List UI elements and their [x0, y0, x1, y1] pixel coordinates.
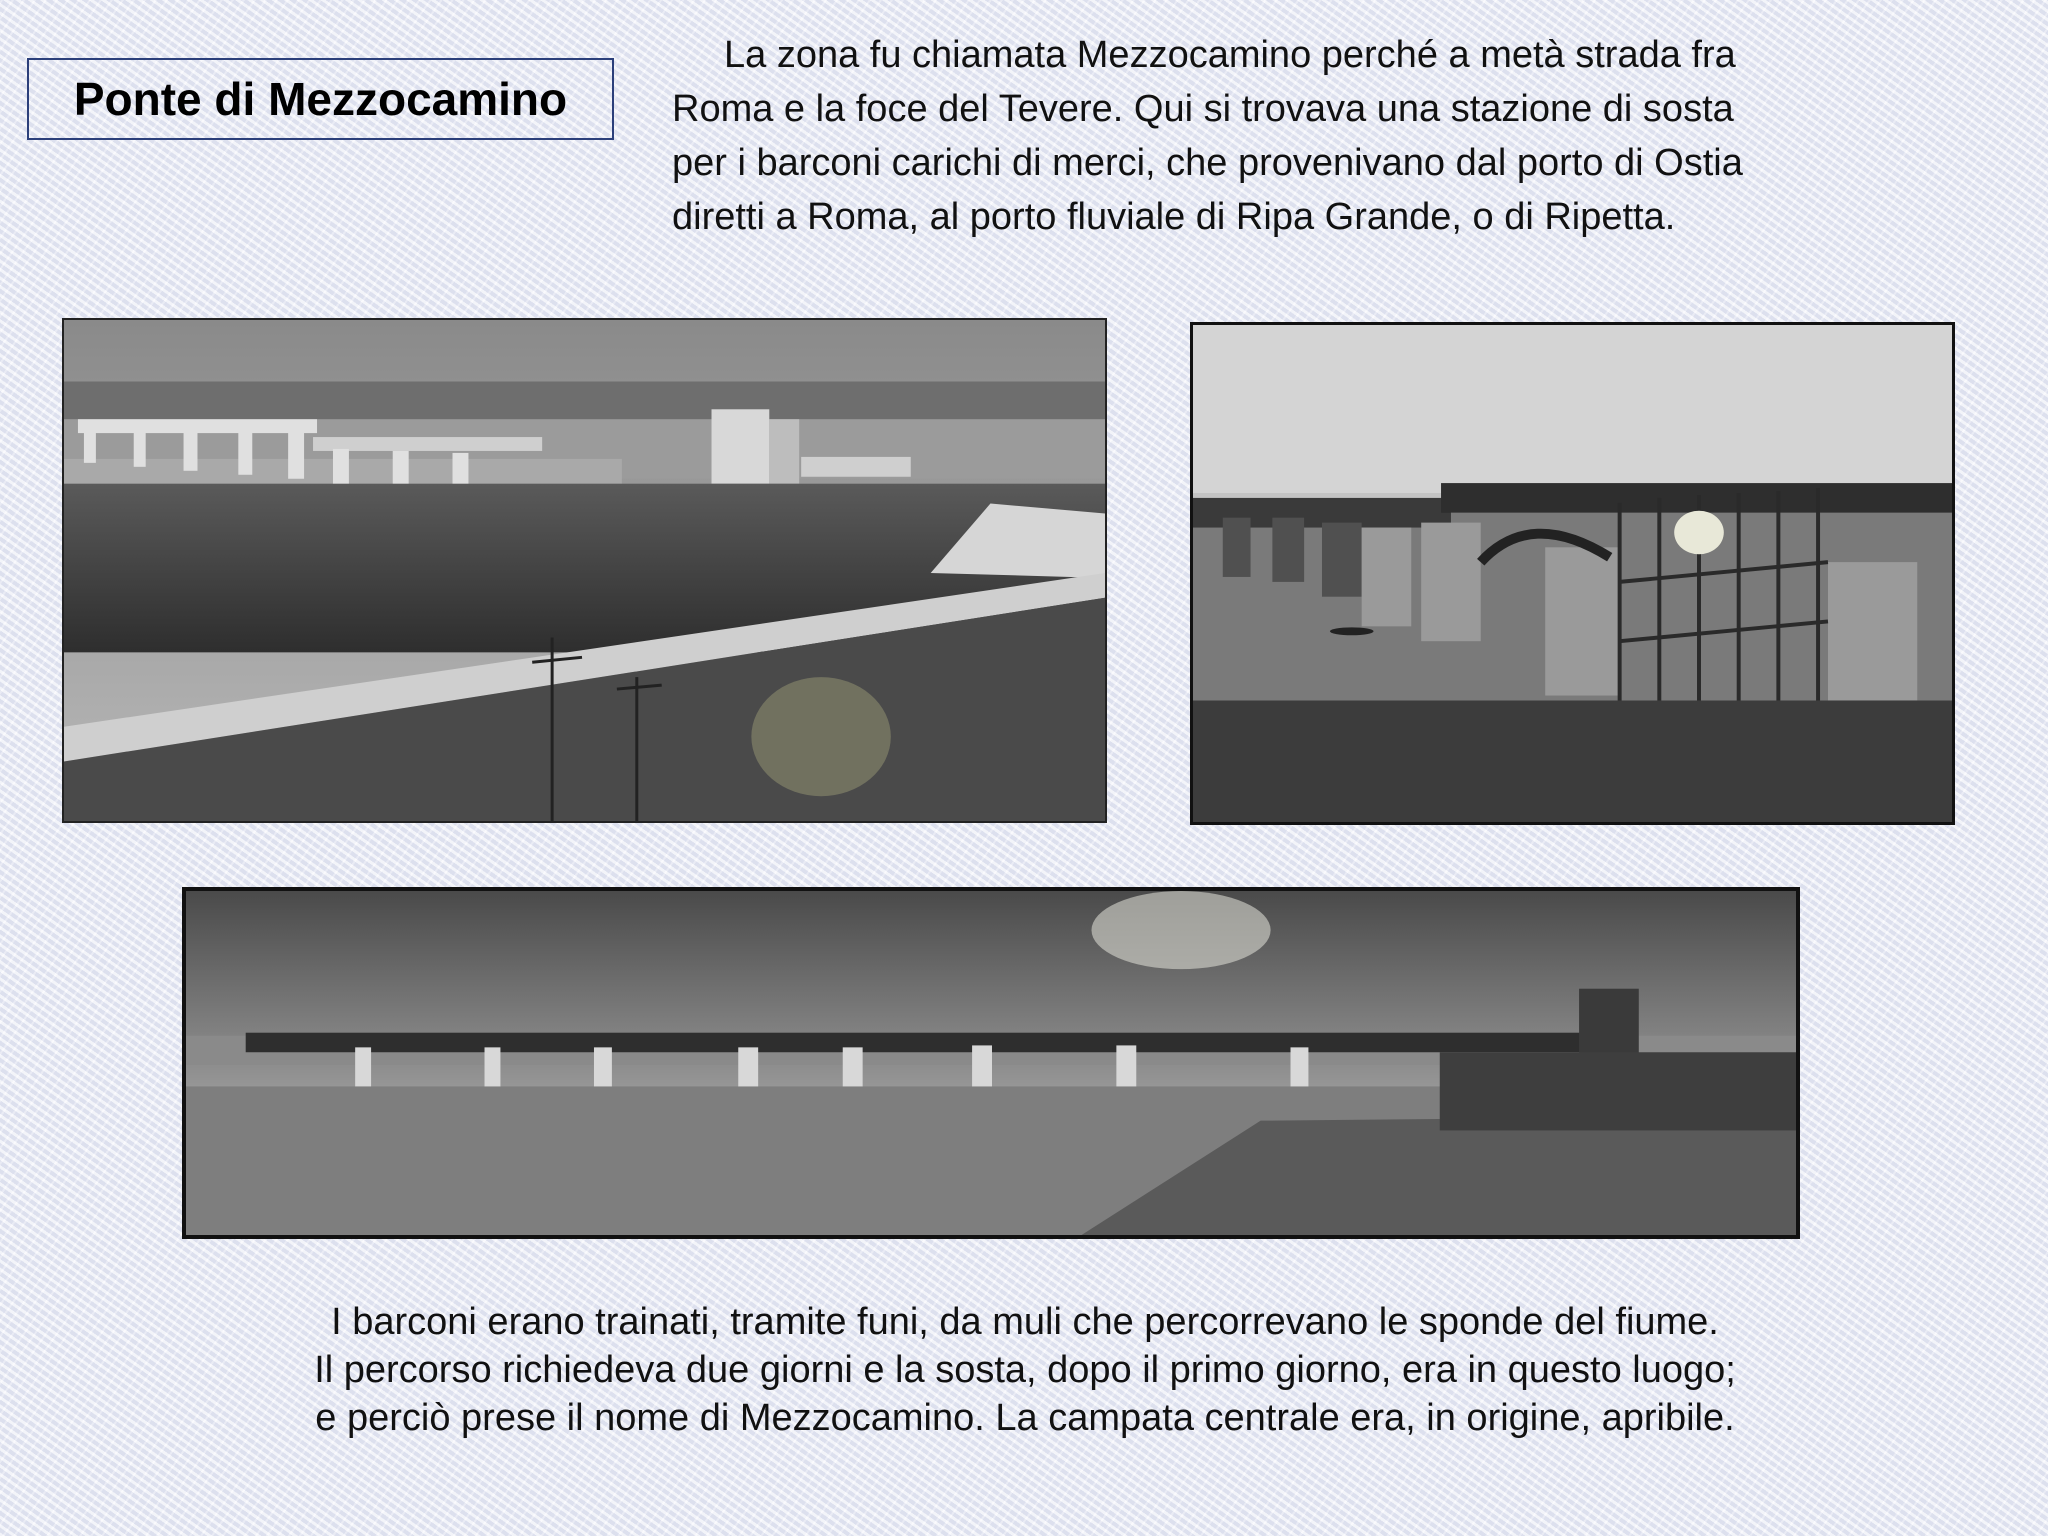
photo-bridge-from-hill: [62, 318, 1107, 823]
outro-line: e perciò prese il nome di Mezzocamino. La campata centrale era, in origine, apribile.: [315, 1397, 1735, 1439]
intro-line: Roma e la foce del Tevere. Qui si trovava una stazione di sosta: [672, 88, 1734, 130]
photo-bridge-panorama: [182, 887, 1800, 1239]
outro-paragraph: [150, 1298, 1900, 1442]
photo-bridge-construction: [1190, 322, 1955, 825]
photo-bridge-construction-image: [1193, 325, 1952, 822]
page-title: Ponte di Mezzocamino: [27, 58, 614, 140]
intro-line: diretti a Roma, al porto fluviale di Ripa Grande, o di Ripetta.: [672, 196, 1676, 238]
outro-line: Il percorso richiedeva due giorni e la sosta, dopo il primo giorno, era in questo luogo;: [314, 1349, 1736, 1391]
photo-bridge-panorama-image: [186, 891, 1796, 1235]
photo-bridge-from-hill-image: [64, 320, 1105, 821]
intro-paragraph: [672, 28, 2012, 244]
intro-line: per i barconi carichi di merci, che provenivano dal porto di Ostia: [672, 142, 1743, 184]
intro-line: La zona fu chiamata Mezzocamino perché a metà strada fra: [724, 34, 1736, 76]
outro-line: I barconi erano trainati, tramite funi, da muli che percorrevano le sponde del fiume.: [331, 1301, 1719, 1343]
